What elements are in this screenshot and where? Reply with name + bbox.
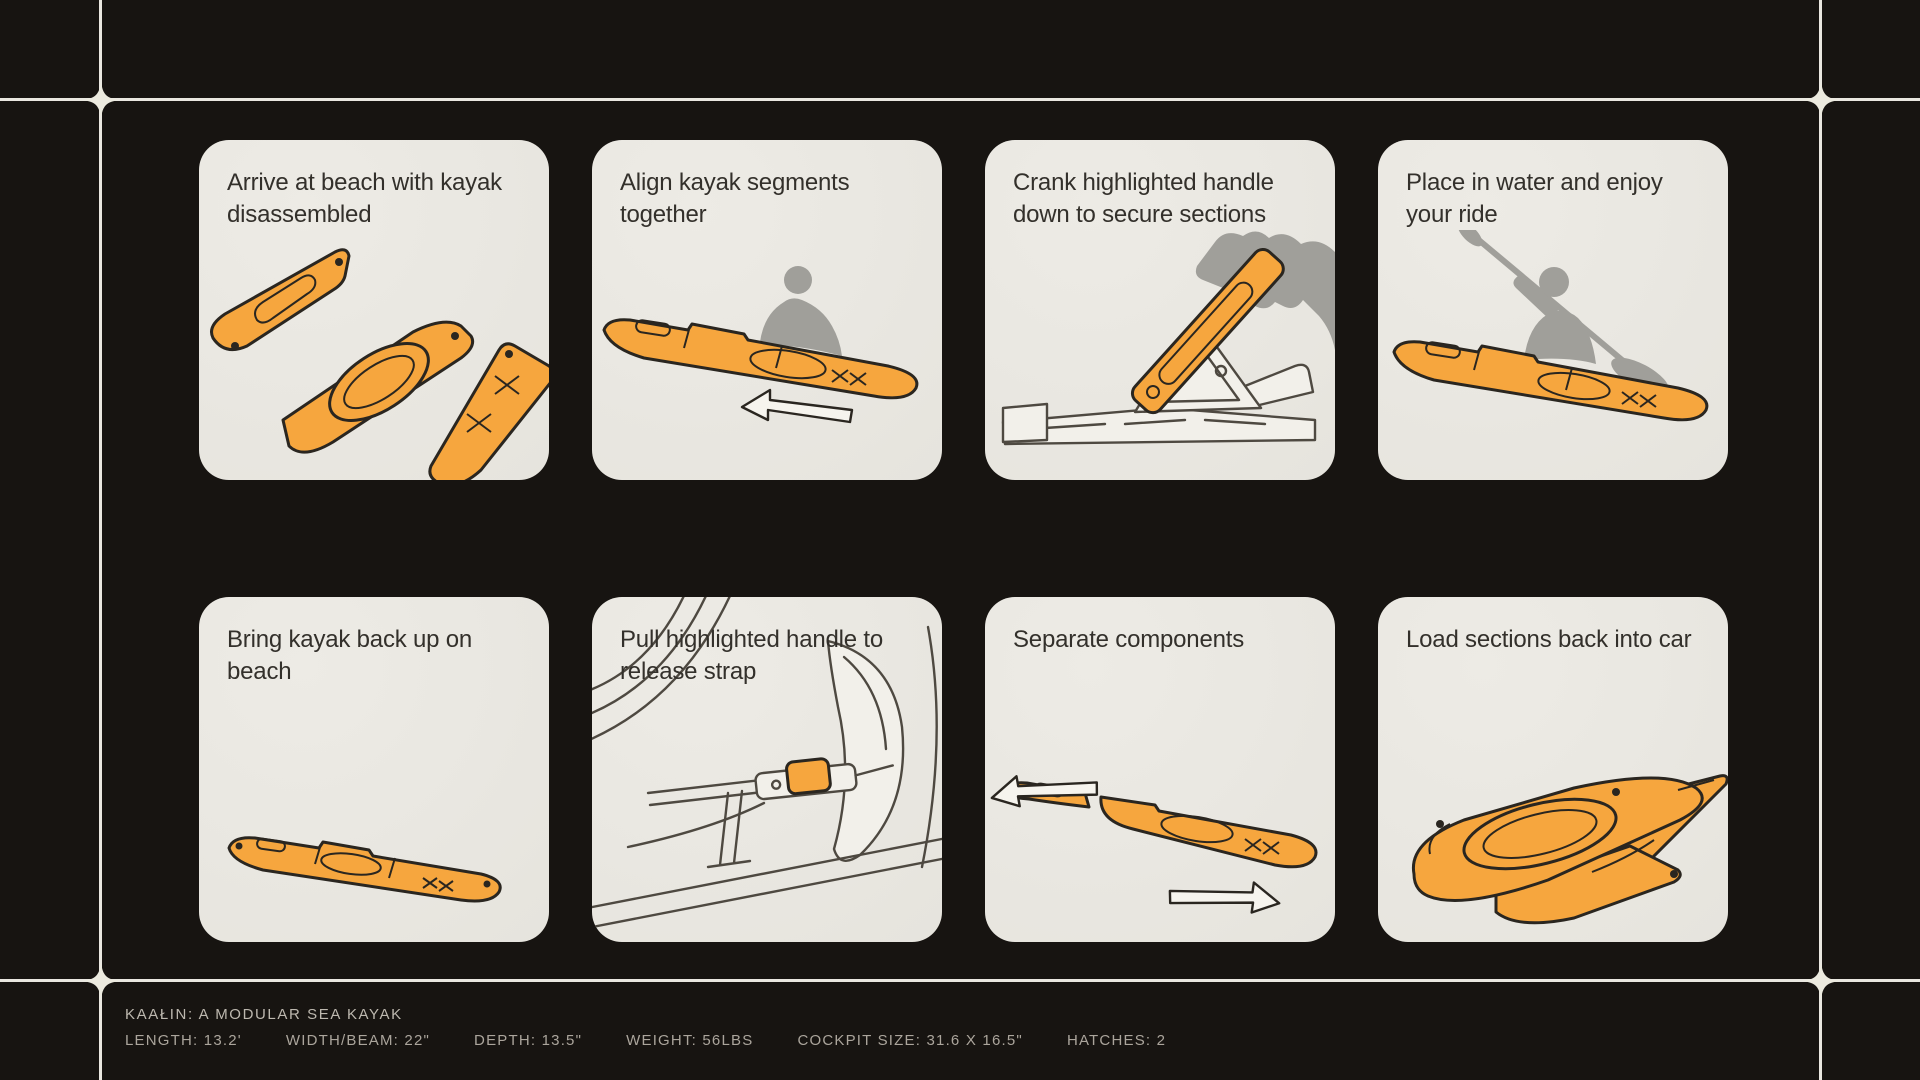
step-card-8 xyxy=(1378,597,1728,942)
paddling-kayak-icon xyxy=(1378,230,1728,480)
align-kayak-segments-icon xyxy=(592,250,942,480)
spec-cockpit: COCKPIT SIZE: 31.6 X 16.5" xyxy=(797,1032,1023,1049)
spec-list xyxy=(125,1032,1166,1049)
step-card-3 xyxy=(985,140,1335,480)
spec-depth: DEPTH: 13.5" xyxy=(474,1032,583,1049)
frame-line-left xyxy=(99,0,102,1080)
step-title: Place in water and enjoy your ride xyxy=(1406,169,1663,228)
step-card-6 xyxy=(592,597,942,942)
step-title: Load sections back into car xyxy=(1406,626,1692,653)
step-title: Bring kayak back up on beach xyxy=(227,626,473,685)
frame-line-top xyxy=(0,98,1920,101)
stacked-kayak-sections-icon xyxy=(1378,692,1728,942)
sparkle-icon xyxy=(1799,959,1843,1003)
step-card-5 xyxy=(199,597,549,942)
disassembled-kayak-sections-icon xyxy=(199,230,549,480)
footer xyxy=(125,1006,1166,1049)
spec-weight: WEIGHT: 56LBS xyxy=(626,1032,754,1049)
step-title: Align kayak segments together xyxy=(620,169,850,228)
step-card-2 xyxy=(592,140,942,480)
step-title: Pull highlighted handle to release strap xyxy=(620,626,884,685)
separate-components-icon xyxy=(985,697,1335,942)
sparkle-icon xyxy=(79,959,123,1003)
step-title: Crank highlighted handle down to secure sections xyxy=(1013,169,1274,228)
step-title: Arrive at beach with kayak disassembled xyxy=(227,169,502,228)
sparkle-icon xyxy=(79,78,123,122)
kayak-on-beach-icon xyxy=(199,702,549,942)
spec-width: WIDTH/BEAM: 22" xyxy=(285,1032,431,1049)
sparkle-icon xyxy=(1799,78,1843,122)
product-title: KAAŁIN: A MODULAR SEA KAYAK xyxy=(125,1006,403,1023)
step-card-4 xyxy=(1378,140,1728,480)
steps-grid xyxy=(199,140,1728,937)
step-title: Separate components xyxy=(1013,626,1245,653)
frame-line-bottom xyxy=(0,979,1920,982)
spec-length: LENGTH: 13.2' xyxy=(125,1032,242,1049)
frame-line-right xyxy=(1819,0,1822,1080)
spec-hatches: HATCHES: 2 xyxy=(1066,1032,1167,1049)
step-card-7 xyxy=(985,597,1335,942)
step-card-1 xyxy=(199,140,549,480)
